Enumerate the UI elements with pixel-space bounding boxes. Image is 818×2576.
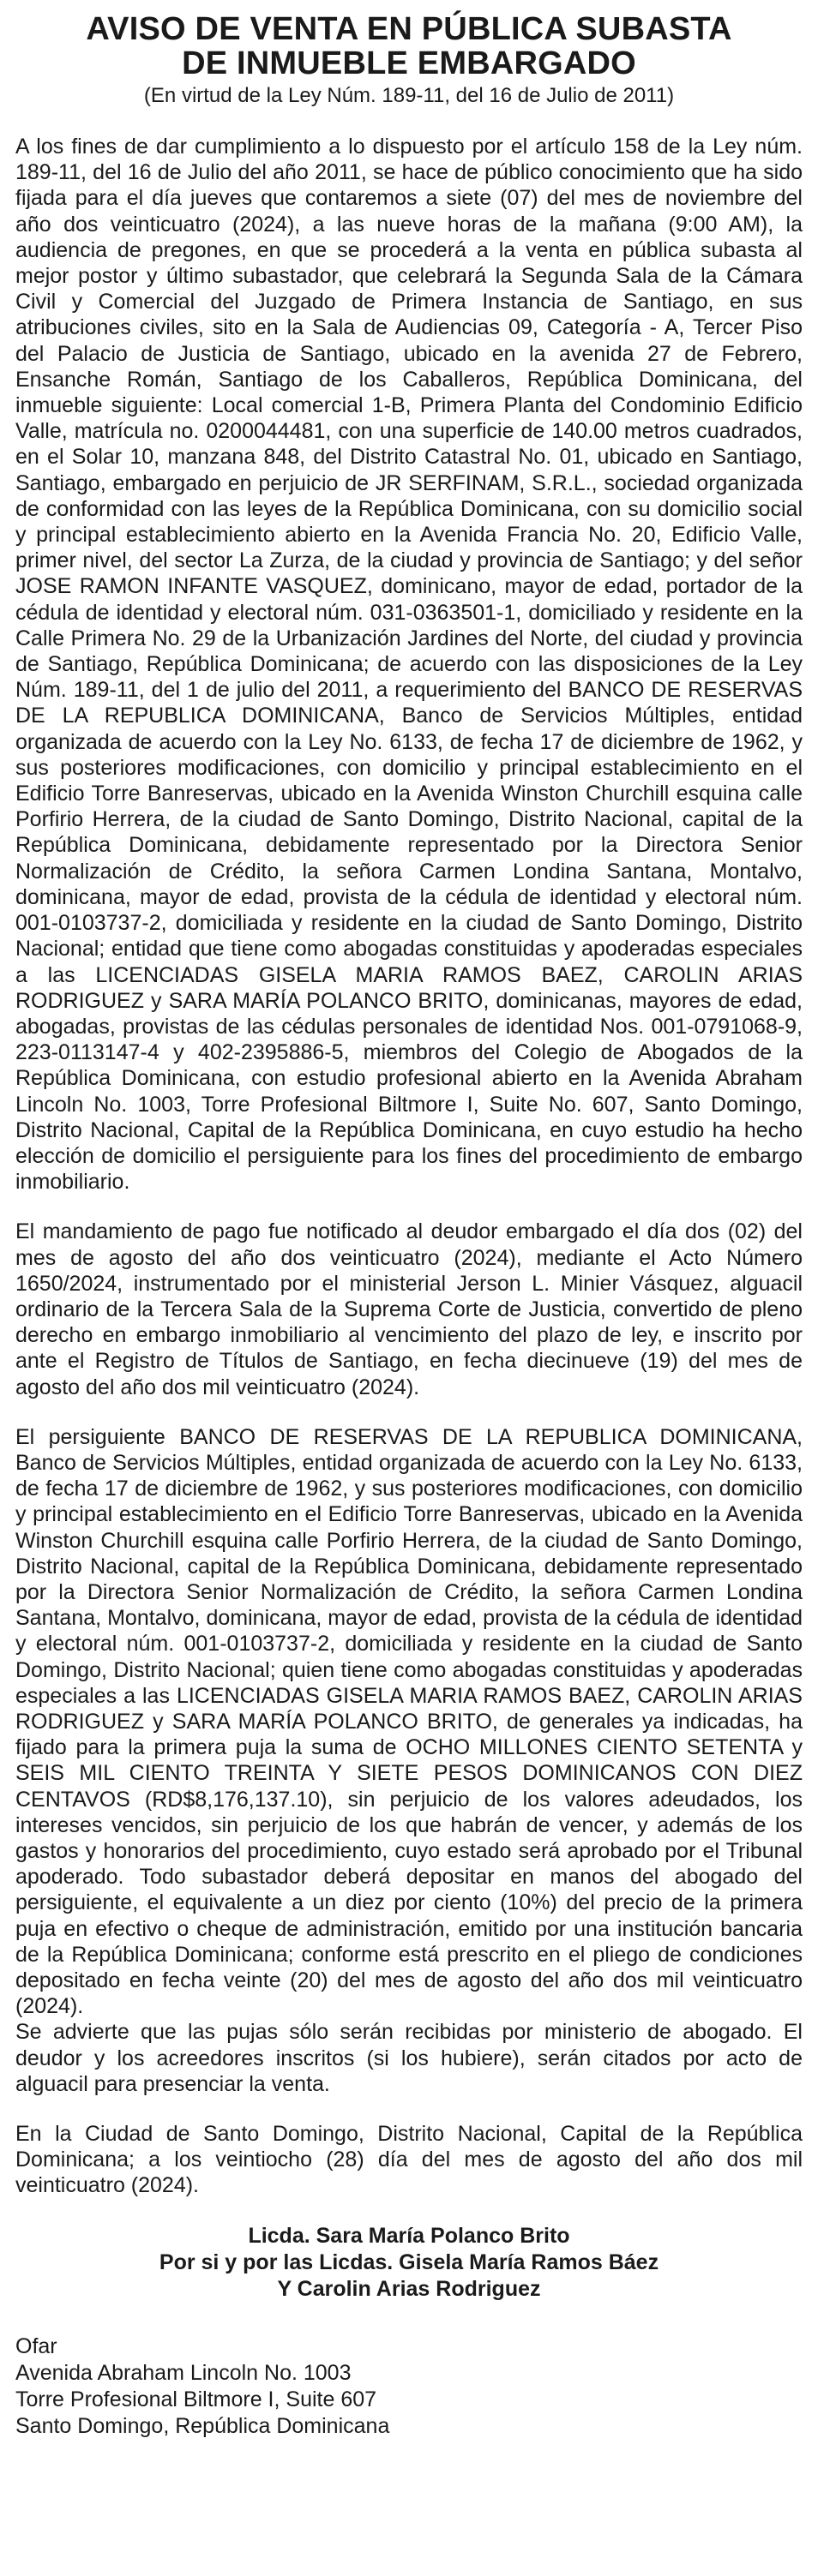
signature-line-3: Y Carolin Arias Rodriguez xyxy=(277,2276,541,2301)
paragraph-payment-order: El mandamiento de pago fue notificado al deudor embargado el día dos (02) del mes de agosto del año dos veinticuatro (2024), mediante el Acto Número 1650/2024, instrumentado por el ministerial Jerson L. Minier Vásquez, alguacil ordinario de la Tercera Sala de la Suprema Corte de Justicia, convertido de pleno derecho en embargo inmobiliario al vencimiento del plazo de ley, e inscrito por ante el Registro de Títulos de Santiago, en fecha diecinueve (19) del mes de agosto del año dos mil veinticuatro (2024). xyxy=(15,1219,803,1399)
signature-line-2: Por si y por las Licdas. Gisela María Ramos Báez xyxy=(159,2250,659,2274)
notice-title-line-2: DE INMUEBLE EMBARGADO xyxy=(182,45,636,81)
paragraph-auction-details: A los fines de dar cumplimiento a lo dispuesto por el artículo 158 de la Ley núm. 189-11, del 16 de Julio del año 2011, se hace de público conocimiento que ha sido fijada para el día jueves que contaremos a siete (07) del mes de noviembre del año dos veinticuatro (2024), a las nueve horas de la mañana (9:00 AM), la audiencia de pregones, en que se procederá a la venta en pública subasta al mejor postor y último subastador, que celebrará la Segunda Sala de la Cámara Civil y Comercial del Juzgado de Primera Instancia de Santiago, en sus atribuciones civiles, sito en la Sala de Audiencias 09, Categoría - A, Tercer Piso del Palacio de Justicia de Santiago, ubicado en la avenida 27 de Febrero, Ensanche Román, Santiago de los Caballeros, República Dominicana, del inmueble siguiente: Local comercial 1-B, Primera Planta del Condominio Edificio Valle, matrícula no. 0200044481, con una superficie de 140.00 metros cuadrados, en el Solar 10, manzana 848, del Distrito Catastral No. 01, ubicado en Santiago, Santiago, embargado en perjuicio de JR SERFINAM, S.R.L., sociedad organizada de conformidad con las leyes de la República Dominicana, con su domicilio social y principal establecimiento abierto en la Avenida Francia No. 20, Edificio Valle, primer nivel, del sector La Zurza, de la ciudad y provincia de Santiago; y del señor JOSE RAMON INFANTE VASQUEZ, dominicano, mayor de edad, portador de la cédula de identidad y electoral núm. 031-0363501-1, domiciliado y residente en la Calle Primera No. 29 de la Urbanización Jardines del Norte, del ciudad y provincia de Santiago, República Dominicana; de acuerdo con las disposiciones de la Ley Núm. 189-11, del 1 de julio del 2011, a requerimiento del BANCO DE RESERVAS DE LA REPUBLICA DOMINICANA, Banco de Servicios Múltiples, entidad organizada de acuerdo con la Ley No. 6133, de fecha 17 de diciembre de 1962, y sus posteriores modificaciones, con domicilio y principal establecimiento en el Edificio Torre Banreservas, ubicado en la Avenida Winston Churchill esquina calle Porfirio Herrera, de la ciudad de Santo Domingo, Distrito Nacional, capital de la República Dominicana, debidamente representado por la Directora Senior Normalización de Crédito, la señora Carmen Londina Santana, Montalvo, dominicana, mayor de edad, provista de la cédula de identidad y electoral núm. 001-0103737-2, domiciliada y residente en la ciudad de Santo Domingo, Distrito Nacional; entidad que tiene como abogadas constituidas y apoderadas especiales a las LICENCIADAS GISELA MARIA RAMOS BAEZ, CAROLIN ARIAS RODRIGUEZ y SARA MARÍA POLANCO BRITO, dominicanas, mayores de edad, abogadas, provistas de las cédulas personales de identidad Nos. 001-0791068-9, 223-0113147-4 y 402-2395886-5, miembros del Colegio de Abogados de la República Dominicana, con estudio profesional abierto en la Avenida Abraham Lincoln No. 1003, Torre Profesional Biltmore I, Suite No. 607, Santo Domingo, Distrito Nacional, Capital de la República Dominicana, en cuyo estudio ha hecho elección de domicilio el persiguiente para los fines del procedimiento de embargo inmobiliario. xyxy=(15,135,803,1195)
office-street: Avenida Abraham Lincoln No. 1003 xyxy=(15,2360,352,2385)
office-name: Ofar xyxy=(15,2333,57,2358)
notice-title xyxy=(15,12,803,81)
notice-title-line-1: AVISO DE VENTA EN PÚBLICA SUBASTA xyxy=(86,11,732,47)
notice-subtitle: (En virtud de la Ley Núm. 189-11, del 16 de Julio de 2011) xyxy=(143,84,675,107)
office-city: Santo Domingo, República Dominicana xyxy=(15,2413,390,2438)
paragraph-place-date: En la Ciudad de Santo Domingo, Distrito Nacional, Capital de la República Dominicana; a los veintiocho (28) día del mes de agosto del año dos mil veinticuatro (2024). xyxy=(15,2122,803,2198)
signature-line-1: Licda. Sara María Polanco Brito xyxy=(248,2223,570,2248)
signature-block xyxy=(15,2223,803,2303)
office-address xyxy=(15,2333,803,2440)
paragraph-first-bid: El persiguiente BANCO DE RESERVAS DE LA REPUBLICA DOMINICANA, Banco de Servicios Múltiples, entidad organizada de acuerdo con la Ley No. 6133, de fecha 17 de diciembre de 1962, y sus posteriores modificaciones, con domicilio y principal establecimiento en el Edificio Torre Banreservas, ubicado en la Avenida Winston Churchill esquina calle Porfirio Herrera, de la ciudad de Santo Domingo, Distrito Nacional, capital de la República Dominicana, debidamente representado por la Directora Senior Normalización de Crédito, la señora Carmen Londina Santana, Montalvo, dominicana, mayor de edad, provista de la cédula de identidad y electoral núm. 001-0103737-2, domiciliada y residente en la ciudad de Santo Domingo, Distrito Nacional; quien tiene como abogadas constituidas y apoderadas especiales a las LICENCIADAS GISELA MARIA RAMOS BAEZ, CAROLIN ARIAS RODRIGUEZ y SARA MARÍA POLANCO BRITO, de generales ya indicadas, ha fijado para la primera puja la suma de OCHO MILLONES CIENTO SETENTA y SEIS MIL CIENTO TREINTA Y SIETE PESOS DOMINICANOS CON DIEZ CENTAVOS (RD$8,176,137.10), sin perjuicio de los valores adeudados, los intereses vencidos, sin perjuicio de los que habrán de vencer, y además de los gastos y honorarios del procedimiento, cuyo estado será aprobado por el Tribunal apoderado. Todo subastador deberá depositar en manos del abogado del persiguiente, el equivalente a un diez por ciento (10%) del precio de la primera puja en efectivo o cheque de administración, emitido por una institución bancaria de la República Dominicana; conforme está prescrito en el pliego de condiciones depositado en fecha veinte (20) del mes de agosto del año dos mil veinticuatro (2024). xyxy=(15,1424,803,2019)
office-building: Torre Profesional Biltmore I, Suite 607 xyxy=(15,2387,377,2411)
paragraph-bidding-warning: Se advierte que las pujas sólo serán recibidas por ministerio de abogado. El deudor y los acreedores inscritos (si los hubiere), serán citados por acto de alguacil para presenciar la venta. xyxy=(15,2020,803,2096)
